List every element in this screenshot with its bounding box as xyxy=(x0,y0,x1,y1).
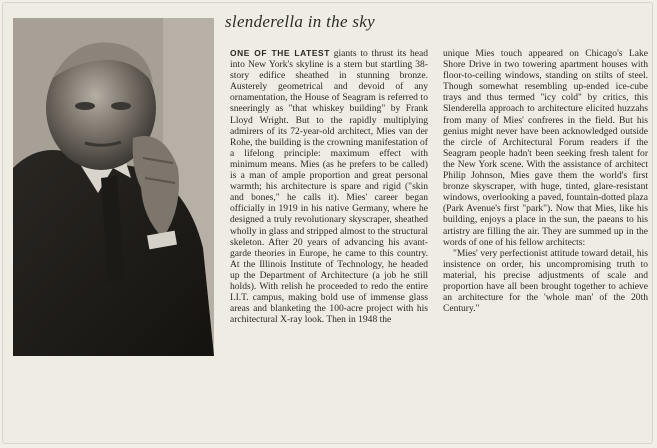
portrait-illustration xyxy=(13,18,214,356)
right-column-text: unique Mies touch appeared on Chicago's Lake Shore Drive in two towering apartment houses with floor-to-ceiling windows, standing on stilts of steel. Though somewhat resembling up-ended ice-cube trays and thus termed "icy cold" by critics, this Slenderella approach to architecture elicited huzzahs from many of Mies' confreres in the field. But his genius might never have been acknowledged outside the circle of Architectural Forum readers if the Seagram people hadn't been seeking fresh talent for the New York scene. With the assistance of architect Philip Johnson, Mies gave them the world's first bronze skyscraper, with huge, tinted, glare-resistant windows, overlooking a paved, fountain-dotted plaza (Park Avenue's first "park"). Now that Mies, like his building, enjoys a place in the sun, the paeans to his artistry are filling the air. They are summed up in the words of one of his fellow architects: xyxy=(443,48,648,248)
architect-quote: "Mies' very perfectionist attitude toward detail, his insistence on order, his uncompromising truth to material, his precise adjustments of scale and proportion have all been brought together to achieve an architecture for the 'whole man' of the 20th Century." xyxy=(443,247,648,315)
left-column xyxy=(230,48,428,325)
magazine-page xyxy=(2,2,653,444)
left-column-text: giants to thrust its head into New York's skyline is a stern but startling 38-story edifice sheathed in stunning bronze. Austerely geometrical and devoid of any ornamentation, the House of Seagram is referred to sneeringly as "that whiskey building" by Frank Lloyd Wright. But to the rapidly multiplying admirers of its 72-year-old architect, Mies van der Rohe, the building is the crowning manifestation of a lifelong principle: maximum effect with minimum means. Mies (as he prefers to be called) is a man of ample proportion and great personal warmth; his architecture is spare and rigid ("skin and bones," he calls it). Mies' career began officially in 1919 in his native Germany, where he designed a truly revolutionary skyscraper, sheathed wholly in glass and stripped almost to the structural skeleton. After 20 years of advancing his avant-garde theories in Europe, he came to this country. At the Illinois Institute of Technology, he headed up the Department of Architecture (a job he still holds). With relish he proceeded to redo the entire I.I.T. campus, making bold use of immense glass areas and blanketing the 100-acre project with his architectural X-ray look. Then in 1948 the xyxy=(230,48,428,326)
article-headline: slenderella in the sky xyxy=(225,12,375,31)
lead-in: ONE OF THE LATEST xyxy=(230,48,330,58)
portrait-photo xyxy=(13,18,214,356)
right-column xyxy=(443,48,648,314)
